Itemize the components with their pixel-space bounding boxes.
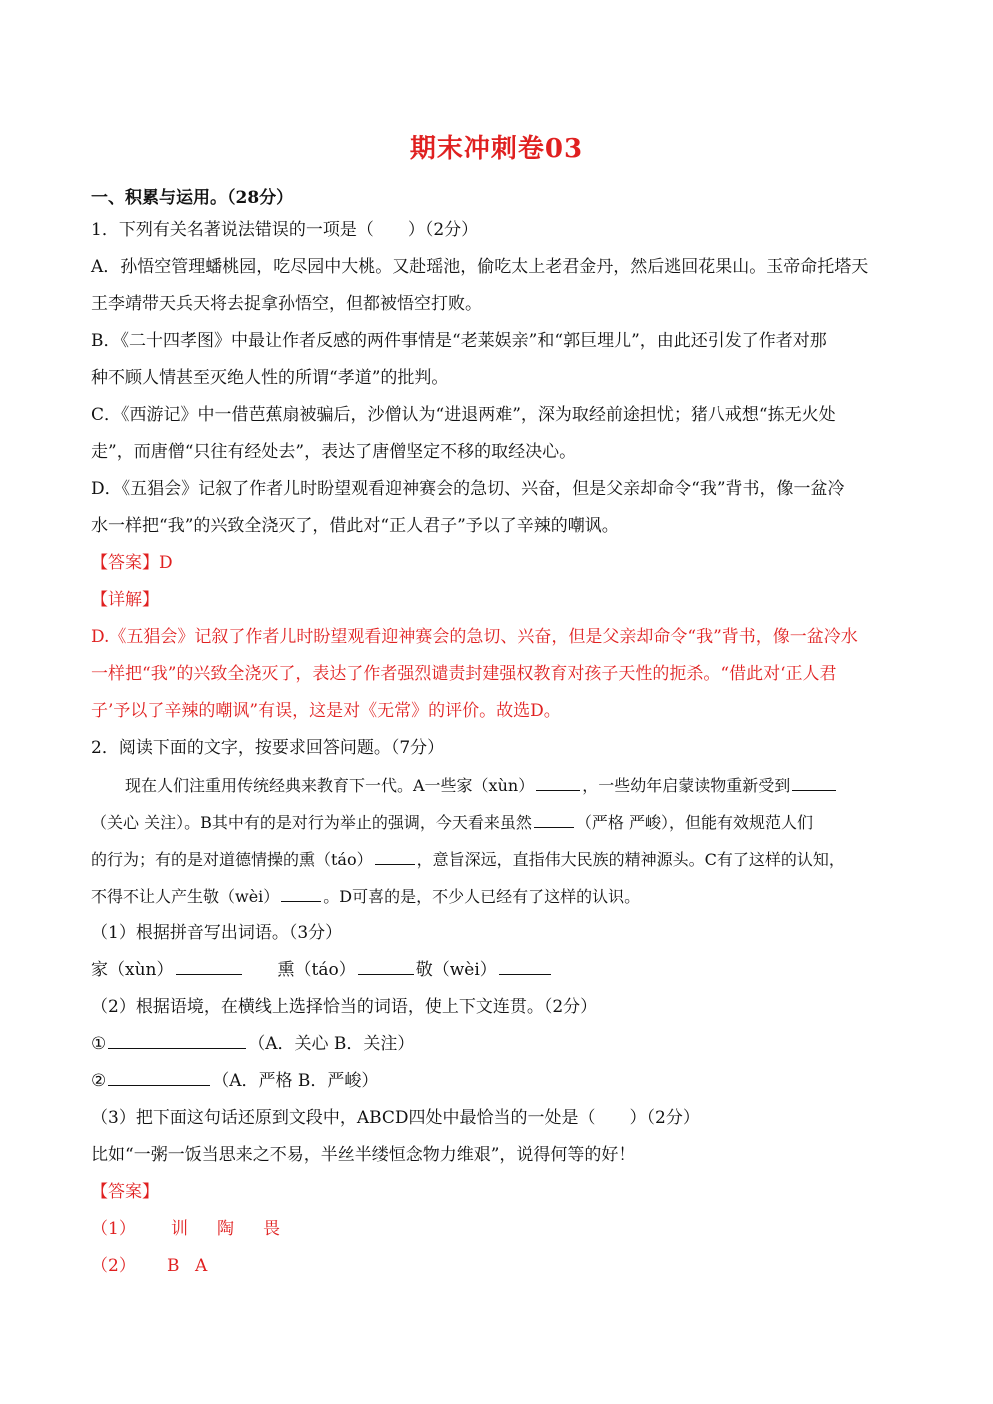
pinyin-row	[91, 952, 901, 989]
fill-blank[interactable]	[375, 863, 415, 865]
sub-question-2: （2）根据语境，在横线上选择恰当的词语，使上下文连贯。（2分）	[91, 997, 598, 1017]
detail-line-3: 子’予以了辛辣的嘲讽”有误，这是对《无常》的评价。故选D。	[91, 701, 561, 721]
quote-sentence: 比如“一粥一饭当思来之不易，半丝半缕恒念物力维艰”，说得何等的好！	[91, 1145, 636, 1165]
answer-value: D	[159, 553, 173, 573]
answer-blank[interactable]	[358, 973, 414, 975]
answer-label: 【答案】	[91, 553, 159, 573]
answer-char: B	[167, 1256, 180, 1276]
fill-blank[interactable]	[281, 900, 321, 902]
choice-options: （A．关心 B．关注）	[248, 1034, 415, 1054]
choice-options: （A．严格 B．严峻）	[212, 1071, 379, 1091]
fill-blank[interactable]	[792, 789, 836, 791]
page-title: 期末冲刺卷03	[409, 134, 584, 164]
answer-char: 训	[171, 1219, 188, 1239]
option-b-line-1: B．《二十四孝图》中最让作者反感的两件事情是“老莱娱亲”和“郭巨埋儿”，由此还引发了作者对那	[91, 331, 827, 351]
option-a-line-2: 王李靖带天兵天将去捉拿孙悟空，但都被悟空打败。	[91, 294, 482, 314]
passage-text: ，意旨深远，直指伟大民族的精神源头。C有了这样的认知，	[416, 850, 845, 869]
passage-text: 不得不让人产生敬（wèi）	[91, 887, 280, 906]
question-2-stem: 2．阅读下面的文字，按要求回答问题。（7分）	[91, 738, 445, 758]
passage-text: （关心 关注）。B其中有的是对行为举止的强调，今天看来虽然	[91, 813, 532, 832]
choice-mark: ②	[91, 1071, 107, 1091]
sub-question-1: （1）根据拼音写出词语。（3分）	[91, 923, 343, 943]
passage-line-2	[91, 804, 901, 841]
answer-char: 陶	[217, 1219, 234, 1239]
answer-char: 畏	[263, 1219, 280, 1239]
pinyin-label: 家（xùn）	[91, 960, 174, 980]
detail-line-1: D.《五猖会》记叙了作者儿时盼望观看迎神赛会的急切、兴奋，但是父亲却命令“我”背书，像一盆冷水	[91, 627, 858, 647]
sub-question-3: （3）把下面这句话还原到文段中，ABCD四处中最恰当的一处是（ ）（2分）	[91, 1108, 700, 1128]
answer-row-1	[91, 545, 901, 582]
pinyin-label: 敬（wèi）	[415, 960, 497, 980]
content-body	[91, 184, 901, 1285]
passage-text: 的行为；有的是对道德情操的熏（táo）	[91, 850, 373, 869]
option-d-line-1: D．《五猖会》记叙了作者儿时盼望观看迎神赛会的急切、兴奋，但是父亲却命令“我”背书，像一盆冷	[91, 479, 845, 499]
detail-label: 【详解】	[91, 590, 159, 610]
section-heading: 一、积累与运用。（28分）	[91, 188, 294, 208]
choice-mark: ①	[91, 1034, 107, 1054]
answer-row-sub2	[91, 1248, 901, 1285]
option-a-line-1: A．孙悟空管理蟠桃园，吃尽园中大桃。又赴瑶池，偷吃太上老君金丹，然后逃回花果山。玉帝命托塔天	[91, 257, 869, 277]
pinyin-label: 熏（táo）	[277, 960, 356, 980]
choice-row-2	[91, 1063, 901, 1100]
answer-row-sub1	[91, 1211, 901, 1248]
passage-line-4	[91, 878, 901, 915]
option-b-line-2: 种不顾人情甚至灭绝人性的所谓“孝道”的批判。	[91, 368, 449, 388]
passage-text: 。D可喜的是，不少人已经有了这样的认识。	[323, 887, 641, 906]
answer-blank[interactable]	[108, 1084, 210, 1086]
passage-text: 现在人们注重用传统经典来教育下一代。A一些家（xùn）	[125, 776, 535, 795]
passage-text: （严格 严峻），但能有效规范人们	[575, 813, 813, 832]
answer-sub-label: （2）	[91, 1256, 136, 1276]
passage-line-3	[91, 841, 901, 878]
answer-label-2: 【答案】	[91, 1182, 159, 1202]
answer-sub-label: （1）	[91, 1219, 136, 1239]
option-d-line-2: 水一样把“我”的兴致全浇灭了，借此对“正人君子”予以了辛辣的嘲讽。	[91, 516, 619, 536]
answer-blank[interactable]	[176, 973, 242, 975]
choice-row-1	[91, 1026, 901, 1063]
option-c-line-1: C．《西游记》中一借芭蕉扇被骗后，沙僧认为“进退两难”，深为取经前途担忧；猪八戒想“拣无火处	[91, 405, 836, 425]
option-c-line-2: 走”，而唐僧“只往有经处去”，表达了唐僧坚定不移的取经决心。	[91, 442, 577, 462]
answer-blank[interactable]	[499, 973, 551, 975]
fill-blank[interactable]	[536, 789, 580, 791]
fill-blank[interactable]	[534, 826, 574, 828]
question-1-stem: 1．下列有关名著说法错误的一项是（ ）（2分）	[91, 220, 479, 240]
answer-blank[interactable]	[108, 1047, 246, 1049]
answer-char: A	[195, 1256, 208, 1276]
passage-line-1	[91, 767, 901, 804]
detail-line-2: 一样把“我”的兴致全浇灭了，表达了作者强烈谴责封建强权教育对孩子天性的扼杀。“借此对‘正人君	[91, 664, 837, 684]
passage-text: ，一些幼年启蒙读物重新受到	[582, 776, 791, 795]
